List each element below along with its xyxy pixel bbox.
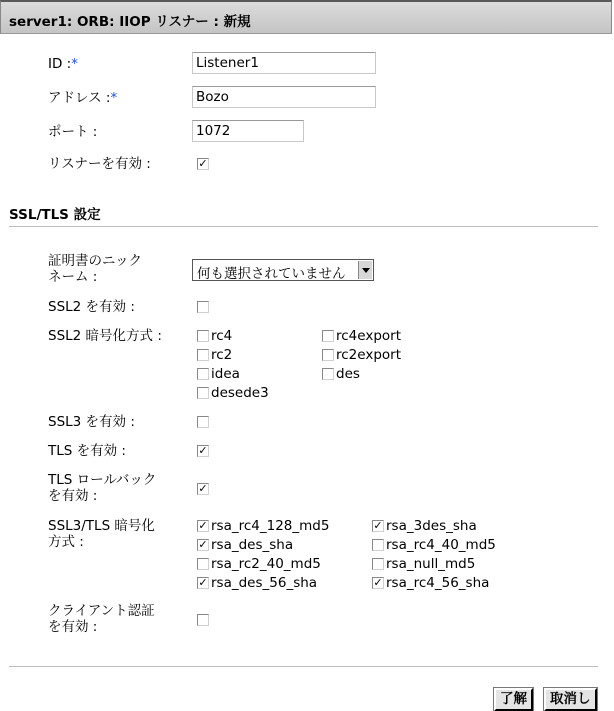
ssl3tls-cipher-label: rsa_des_56_sha: [211, 575, 318, 591]
ssl3tls-cipher-checkbox[interactable]: [372, 520, 384, 532]
cancel-button[interactable]: 取消し: [544, 688, 597, 711]
ssl3tls-cipher-label: rsa_3des_sha: [386, 518, 477, 534]
ssl3tls-cipher-label: rsa_rc2_40_md5: [211, 556, 321, 572]
ssl2-ciphers-label: SSL2 暗号化方式 :: [48, 328, 162, 344]
ssl3tls-cipher-checkbox[interactable]: [197, 577, 209, 589]
ssl3tls-cipher-label: rsa_rc4_56_sha: [386, 575, 490, 591]
port-label: ポート :: [48, 124, 98, 140]
id-label: ID :*: [48, 56, 78, 72]
listener-enable-checkbox[interactable]: [197, 158, 209, 170]
port-input[interactable]: [192, 120, 304, 142]
listener-enable-label: リスナーを有効 :: [48, 156, 151, 172]
ssl2-cipher-checkbox[interactable]: [322, 349, 334, 361]
ssl2-cipher-label: rc2export: [336, 347, 401, 363]
ssl2-cipher-checkbox[interactable]: [197, 368, 209, 380]
ssl2-cipher-label: idea: [211, 366, 240, 382]
ssl2-cipher-label: des: [336, 366, 360, 382]
ssl-section-title: SSL/TLS 設定: [9, 207, 101, 223]
page-title: server1: ORB: IIOP リスナー : 新規: [9, 14, 251, 30]
ssl3tls-cipher-checkbox[interactable]: [197, 520, 209, 532]
cert-nickname-select[interactable]: [192, 259, 374, 281]
ssl2-cipher-checkbox[interactable]: [322, 330, 334, 342]
cert-nickname-label: 証明書のニック ネーム :: [48, 253, 142, 285]
ssl2-cipher-label: rc4: [211, 328, 233, 344]
ssl2-cipher-label: rc4export: [336, 328, 401, 344]
client-auth-checkbox[interactable]: [197, 614, 209, 626]
ssl2-cipher-checkbox[interactable]: [197, 330, 209, 342]
address-label: アドレス :*: [48, 90, 118, 106]
ssl2-enable-checkbox[interactable]: [197, 301, 209, 313]
ssl3tls-cipher-checkbox[interactable]: [372, 558, 384, 570]
ssl3tls-cipher-label: rsa_null_md5: [386, 556, 476, 572]
cert-nickname-value: 何も選択されていません: [197, 266, 346, 282]
ssl2-cipher-label: rc2: [211, 347, 233, 363]
ssl2-cipher-label: desede3: [211, 385, 269, 401]
tls-rollback-checkbox[interactable]: [197, 483, 209, 495]
ssl2-cipher-checkbox[interactable]: [322, 368, 334, 380]
ok-button[interactable]: 了解: [494, 688, 533, 711]
footer-divider: [9, 666, 598, 667]
ssl3-enable-label: SSL3 を有効 :: [48, 414, 135, 430]
ssl3-enable-checkbox[interactable]: [197, 416, 209, 428]
tls-enable-checkbox[interactable]: [197, 445, 209, 457]
tls-enable-label: TLS を有効 :: [48, 443, 126, 459]
ssl3tls-cipher-checkbox[interactable]: [372, 539, 384, 551]
ssl3tls-ciphers-label: SSL3/TLS 暗号化 方式 :: [48, 518, 155, 550]
ssl3tls-cipher-checkbox[interactable]: [197, 558, 209, 570]
ssl3tls-cipher-checkbox[interactable]: [372, 577, 384, 589]
client-auth-label: クライアント認証 を有効 :: [48, 603, 155, 635]
ssl3tls-cipher-label: rsa_des_sha: [211, 537, 294, 553]
required-mark: *: [110, 90, 118, 106]
ssl2-cipher-checkbox[interactable]: [197, 387, 209, 399]
title-bar: [0, 0, 612, 34]
id-input[interactable]: [192, 52, 376, 74]
ssl2-enable-label: SSL2 を有効 :: [48, 299, 135, 315]
ssl2-cipher-checkbox[interactable]: [197, 349, 209, 361]
section-divider: [9, 226, 598, 227]
address-input[interactable]: [192, 86, 376, 108]
tls-rollback-label: TLS ロールバック を有効 :: [48, 472, 157, 504]
ssl3tls-cipher-checkbox[interactable]: [197, 539, 209, 551]
chevron-down-icon[interactable]: [358, 261, 372, 279]
ssl3tls-cipher-label: rsa_rc4_128_md5: [211, 518, 330, 534]
ssl3tls-cipher-label: rsa_rc4_40_md5: [386, 537, 496, 553]
required-mark: *: [71, 56, 78, 72]
